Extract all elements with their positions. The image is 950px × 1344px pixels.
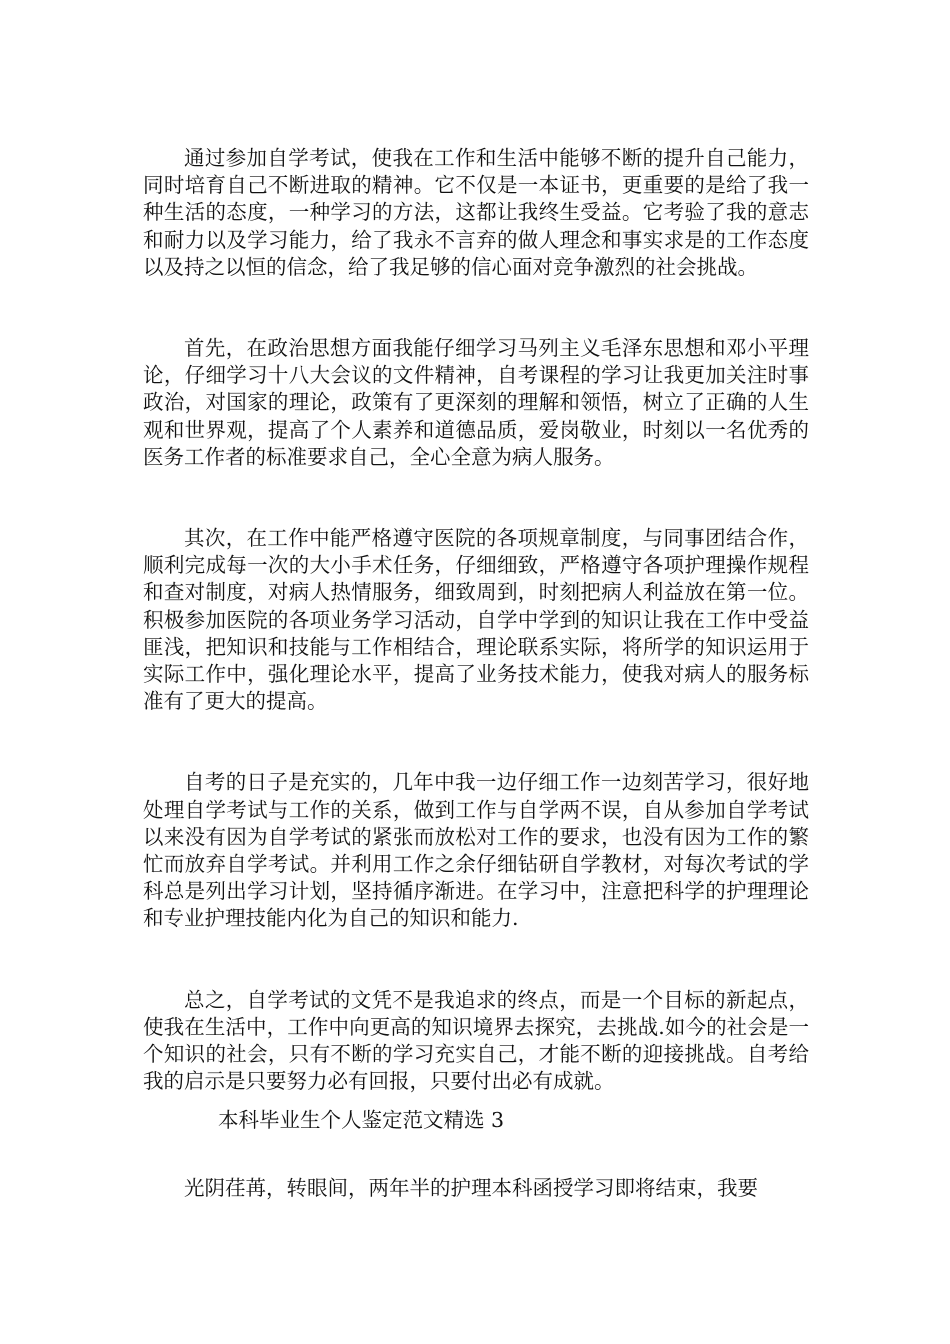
paragraph-gap (143, 933, 809, 987)
paragraph-gap (143, 471, 809, 525)
paragraph-4: 自考的日子是充实的，几年中我一边仔细工作一边刻苦学习，很好地处理自学考试与工作的关系，做到工作与自学两不误，自从参加自学考试以来没有因为自学考试的紧张而放松对工作的要求，也没有因为工作的繁忙而放弃自学考试。并利用工作之余仔细钻研自学教材，对每次考试的学科总是列出学习计划，坚持循序渐进。在学习中，注意把科学的护理理论和专业护理技能内化为自己的知识和能力. (143, 770, 809, 931)
heading-gap (143, 1135, 809, 1175)
section-heading: 本科毕业生个人鉴定范文精选 3 (218, 1108, 505, 1133)
paragraph-1: 通过参加自学考试，使我在工作和生活中能够不断的提升自己能力，同时培育自己不断进取的精神。它不仅是一本证书，更重要的是给了我一种生活的态度，一种学习的方法，这都让我终生受益。它考验了我的意志和耐力以及学习能力，给了我永不言弃的做人理念和事实求是的工作态度以及持之以恒的信念，给了我足够的信心面对竞争激烈的社会挑战。 (143, 146, 809, 279)
paragraph-2: 首先，在政治思想方面我能仔细学习马列主义毛泽东思想和邓小平理论，仔细学习十八大会议的文件精神，自考课程的学习让我更加关注时事政治，对国家的理论，政策有了更深刻的理解和领悟，树立了正确的人生观和世界观，提高了个人素养和道德品质，爱岗敬业，时刻以一名优秀的医务工作者的标准要求自己，全心全意为病人服务。 (143, 336, 809, 469)
paragraph-gap (143, 281, 809, 335)
paragraph-gap (143, 715, 809, 769)
heading-gap (143, 1095, 809, 1107)
document-body (143, 145, 809, 1202)
paragraph-5: 总之，自学考试的文凭不是我追求的终点，而是一个目标的新起点，使我在生活中，工作中向更高的知识境界去探究，去挑战.如今的社会是一个知识的社会，只有不断的学习充实自己，才能不断的迎接挑战。自考给我的启示是只要努力必有回报，只要付出必有成就。 (143, 987, 809, 1094)
paragraph-3: 其次，在工作中能严格遵守医院的各项规章制度，与同事团结合作，顺利完成每一次的大小手术任务，仔细细致，严格遵守各项护理操作规程和查对制度，对病人热情服务，细致周到，时刻把病人利益放在第一位。积极参加医院的各项业务学习活动，自学中学到的知识让我在工作中受益匪浅，把知识和技能与工作相结合，理论联系实际，将所学的知识运用于实际工作中，强化理论水平，提高了业务技术能力，使我对病人的服务标准有了更大的提高。 (143, 526, 809, 714)
paragraph-6: 光阴荏苒，转眼间，两年半的护理本科函授学习即将结束，我要 (184, 1175, 758, 1200)
